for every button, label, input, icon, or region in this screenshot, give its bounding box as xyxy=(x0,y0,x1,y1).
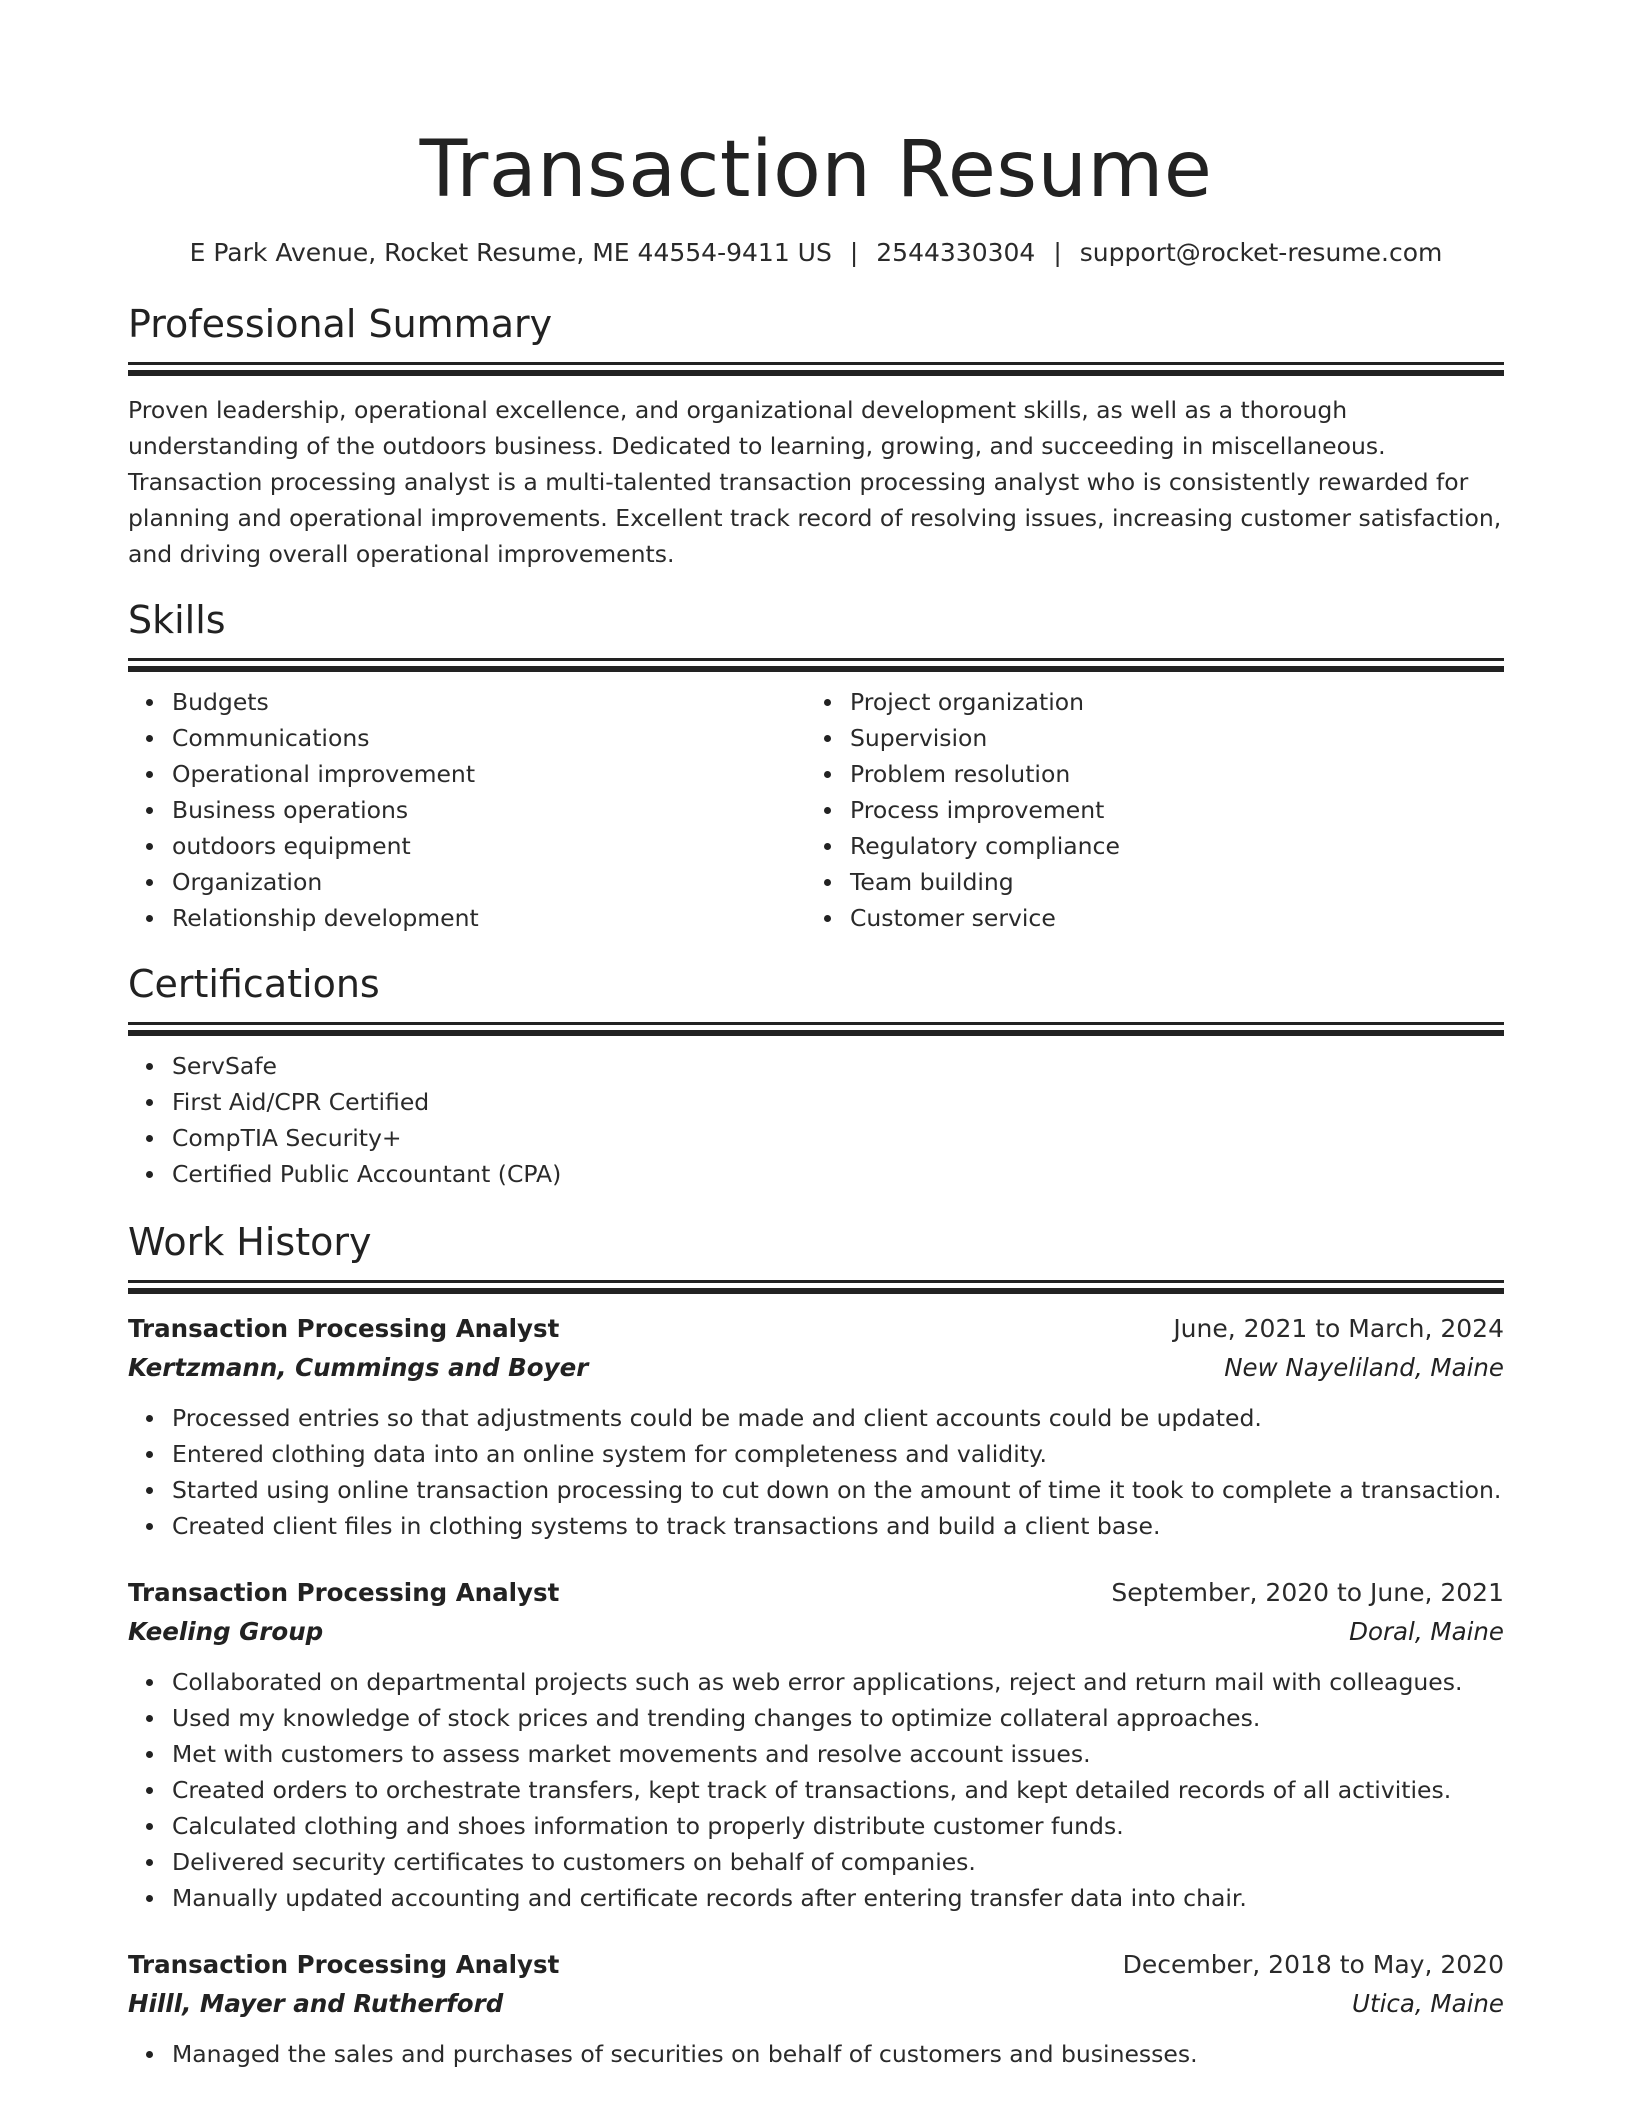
job-title: Transaction Processing Analyst xyxy=(128,1950,560,1979)
job-bullets xyxy=(128,2036,1504,2072)
skill-item: Team building xyxy=(850,864,1484,900)
job-company: Hilll, Mayer and Rutherford xyxy=(128,1989,504,2018)
job-location: Doral, Maine xyxy=(1349,1617,1504,1646)
job-location: New Nayeliland, Maine xyxy=(1224,1353,1504,1382)
skills-list-left xyxy=(128,684,806,936)
job-bullet: Used my knowledge of stock prices and trending changes to optimize collateral approaches. xyxy=(172,1700,1504,1736)
section-heading-work-history: Work History xyxy=(128,1220,372,1264)
job-company: Kertzmann, Cummings and Boyer xyxy=(128,1353,589,1382)
skill-item: Project organization xyxy=(850,684,1484,720)
resume-page xyxy=(128,0,1504,2072)
skills-columns xyxy=(128,684,1504,936)
job-entry xyxy=(128,1946,1504,2072)
work-history-section xyxy=(128,1218,1504,2072)
section-divider xyxy=(128,362,1504,365)
job-company-row xyxy=(128,1348,1504,1388)
skill-item: Relationship development xyxy=(172,900,806,936)
job-bullet: Delivered security certificates to customers on behalf of companies. xyxy=(172,1844,1504,1880)
job-location: Utica, Maine xyxy=(1352,1989,1504,2018)
skill-item: Budgets xyxy=(172,684,806,720)
job-bullets xyxy=(128,1400,1504,1544)
certifications-list xyxy=(128,1048,1504,1192)
job-company-row xyxy=(128,1612,1504,1652)
contact-separator: | xyxy=(1053,238,1062,267)
skills-column-left xyxy=(128,684,806,936)
job-bullet: Entered clothing data into an online system for completeness and validity. xyxy=(172,1436,1504,1472)
certification-item: ServSafe xyxy=(172,1048,1504,1084)
job-bullet: Manually updated accounting and certificate records after entering transfer data into chair. xyxy=(172,1880,1504,1916)
skills-column-right xyxy=(806,684,1484,936)
skill-item: Process improvement xyxy=(850,792,1484,828)
job-header-row xyxy=(128,1574,1504,1612)
skill-item: Communications xyxy=(172,720,806,756)
job-entry xyxy=(128,1310,1504,1544)
job-header-row xyxy=(128,1310,1504,1348)
skill-item: Organization xyxy=(172,864,806,900)
job-title: Transaction Processing Analyst xyxy=(128,1314,560,1343)
certification-item: First Aid/CPR Certified xyxy=(172,1084,1504,1120)
job-bullet: Created client files in clothing systems to track transactions and build a client base. xyxy=(172,1508,1504,1544)
resume-title: Transaction Resume xyxy=(419,125,1213,215)
job-entry xyxy=(128,1574,1504,1916)
section-divider xyxy=(128,370,1504,376)
section-divider xyxy=(128,1022,1504,1025)
job-company-row xyxy=(128,1984,1504,2024)
contact-phone: 2544330304 xyxy=(876,238,1036,267)
job-dates: December, 2018 to May, 2020 xyxy=(1122,1950,1504,1979)
job-bullet: Collaborated on departmental projects such as web error applications, reject and return mail with colleagues. xyxy=(172,1664,1504,1700)
section-divider xyxy=(128,1280,1504,1283)
contact-separator: | xyxy=(849,238,859,267)
section-heading-certifications: Certifications xyxy=(128,962,380,1006)
section-divider xyxy=(128,658,1504,661)
job-bullet: Processed entries so that adjustments could be made and client accounts could be updated. xyxy=(172,1400,1504,1436)
skill-item: Operational improvement xyxy=(172,756,806,792)
job-company: Keeling Group xyxy=(128,1617,324,1646)
skill-item: Supervision xyxy=(850,720,1484,756)
section-divider xyxy=(128,1030,1504,1036)
skill-item: Customer service xyxy=(850,900,1484,936)
job-dates: September, 2020 to June, 2021 xyxy=(1111,1578,1504,1607)
job-bullet: Started using online transaction processing to cut down on the amount of time it took to complete a transaction. xyxy=(172,1472,1504,1508)
skill-item: Business operations xyxy=(172,792,806,828)
section-heading-summary: Professional Summary xyxy=(128,302,553,346)
job-bullet: Met with customers to assess market movements and resolve account issues. xyxy=(172,1736,1504,1772)
section-heading-skills: Skills xyxy=(128,598,226,642)
job-title: Transaction Processing Analyst xyxy=(128,1578,560,1607)
skill-item: outdoors equipment xyxy=(172,828,806,864)
contact-address: E Park Avenue, Rocket Resume, ME 44554-9411 US xyxy=(189,238,832,267)
skills-section xyxy=(128,596,1504,936)
job-dates: June, 2021 to March, 2024 xyxy=(1173,1314,1504,1343)
summary-text: Proven leadership, operational excellence, and organizational development skills, as well as a thorough understanding of the outdoors business. Dedicated to learning, growing, and succeeding in miscellaneous. Transaction processing analyst is a multi-talented transaction processing analyst who is consistently rewarded for planning and operational improvements. Excellent track record of resolving issues, increasing customer satisfaction, and driving overall operational improvements. xyxy=(128,396,1502,568)
job-bullet: Managed the sales and purchases of securities on behalf of customers and businesses. xyxy=(172,2036,1504,2072)
job-header-row xyxy=(128,1946,1504,1984)
contact-email: support@rocket-resume.com xyxy=(1079,238,1443,267)
certification-item: Certified Public Accountant (CPA) xyxy=(172,1156,1504,1192)
skills-list-right xyxy=(806,684,1484,936)
skill-item: Problem resolution xyxy=(850,756,1484,792)
certification-item: CompTIA Security+ xyxy=(172,1120,1504,1156)
certifications-section xyxy=(128,960,1504,1192)
section-divider xyxy=(128,666,1504,672)
job-bullets xyxy=(128,1664,1504,1916)
contact-line xyxy=(128,236,1504,270)
summary-section xyxy=(128,300,1504,572)
job-bullet: Calculated clothing and shoes information to properly distribute customer funds. xyxy=(172,1808,1504,1844)
skill-item: Regulatory compliance xyxy=(850,828,1484,864)
job-bullet: Created orders to orchestrate transfers, kept track of transactions, and kept detailed records of all activities. xyxy=(172,1772,1504,1808)
section-divider xyxy=(128,1288,1504,1294)
